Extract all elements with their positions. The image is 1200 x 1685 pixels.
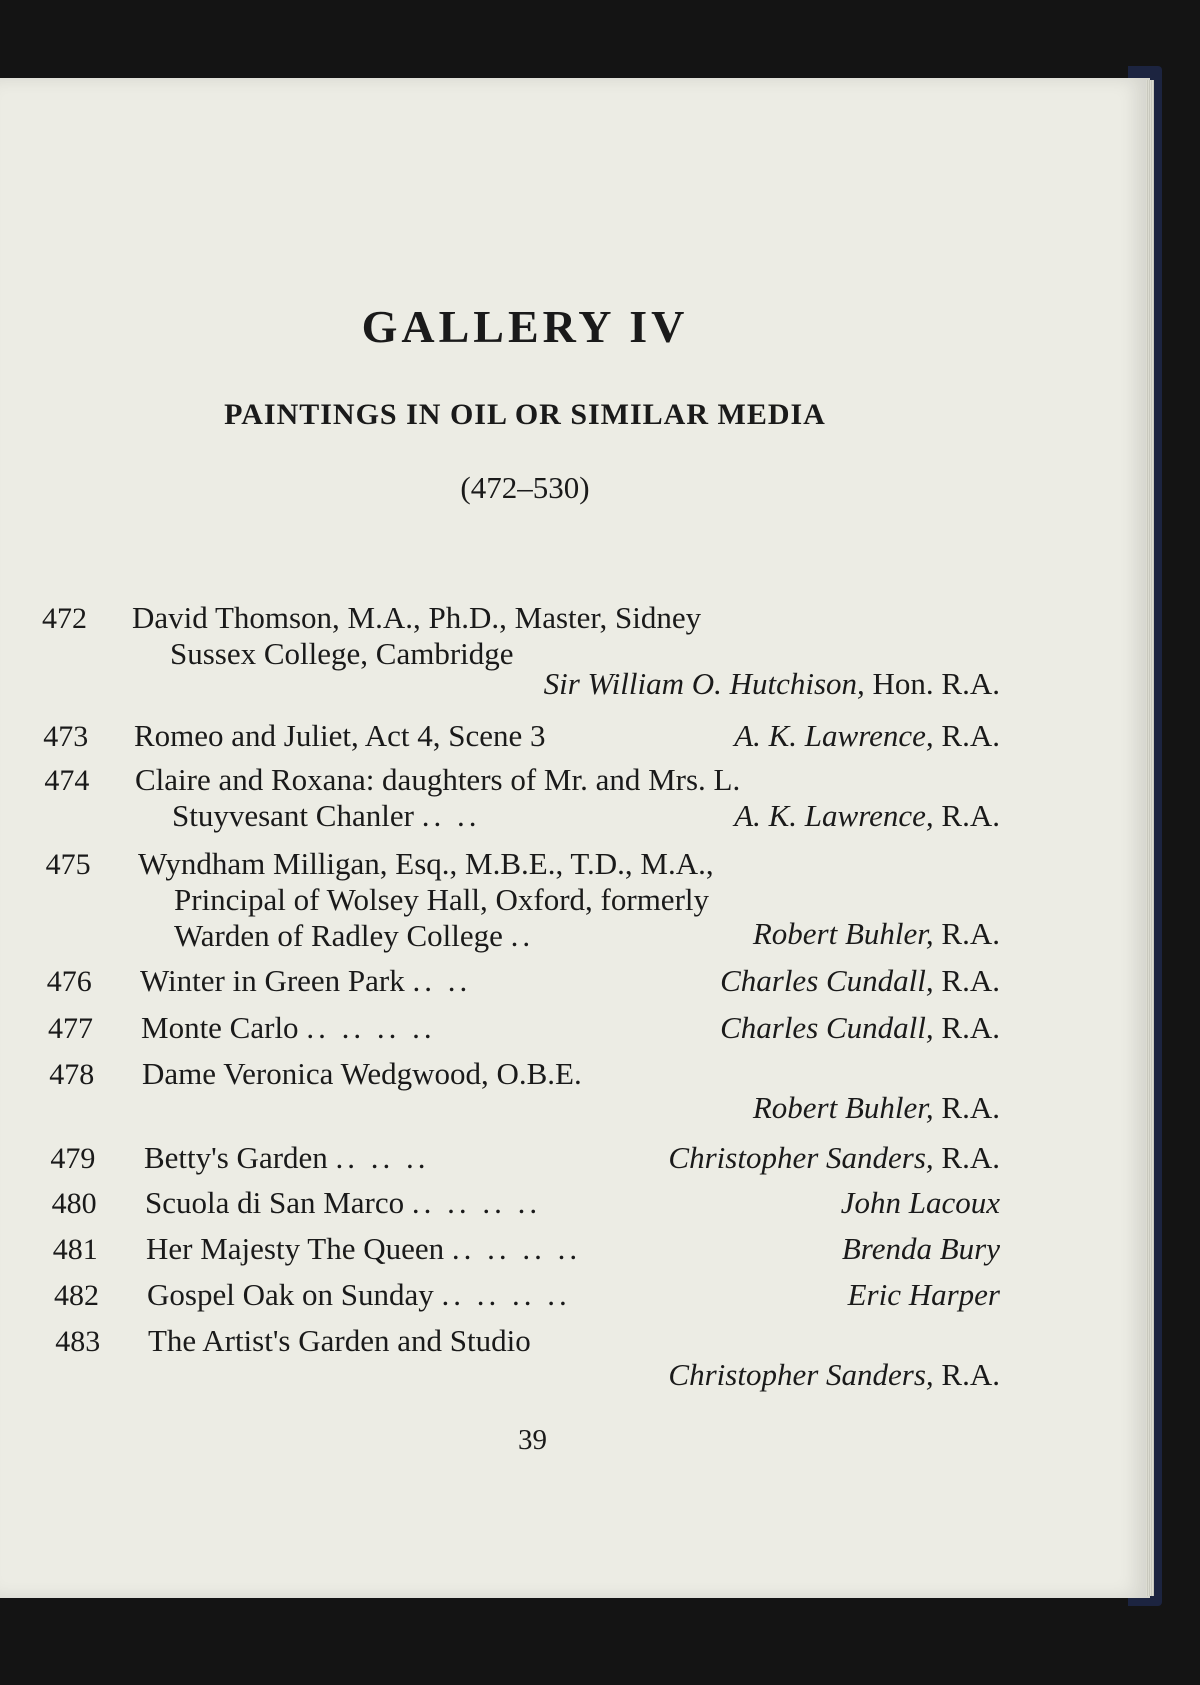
entry-title-line: Wyndham Milligan, Esq., M.B.E., T.D., M.A., xyxy=(138,846,714,881)
artist-honours: R.A. xyxy=(933,1357,1000,1392)
entry-artist xyxy=(734,798,1000,834)
entry-number: 480 xyxy=(51,1187,97,1220)
artist-name: Sir William O. Hutchison, xyxy=(543,666,865,701)
entry-title-line: The Artist's Garden and Studio xyxy=(148,1323,531,1358)
entry-title-line: Stuyvesant Chanler .. .. xyxy=(172,798,481,833)
artist-honours: R.A. xyxy=(933,798,1000,833)
entry-title-line: Gospel Oak on Sunday .. .. .. .. xyxy=(147,1277,571,1312)
artist-honours: R.A. xyxy=(933,1010,1000,1045)
artist-name: Charles Cundall, xyxy=(720,1010,934,1045)
entry-title-line: Her Majesty The Queen .. .. .. .. xyxy=(146,1231,582,1266)
artist-name: John Lacoux xyxy=(840,1185,1000,1220)
entry-title-line: Sussex College, Cambridge xyxy=(170,636,514,671)
entry-number: 476 xyxy=(46,965,92,998)
artist-name: Robert Buhler, xyxy=(752,1090,934,1125)
entry-title-line: Claire and Roxana: daughters of Mr. and Mrs. L. xyxy=(135,762,741,797)
entry-artist xyxy=(544,666,1000,702)
artist-name: Robert Buhler, xyxy=(752,916,934,951)
leader-dots: .. .. .. xyxy=(335,1140,430,1175)
leader-dots: .. .. xyxy=(412,963,472,998)
leader-dots: .. xyxy=(510,918,535,953)
entry-number: 477 xyxy=(48,1012,93,1045)
leader-dots: .. .. .. .. xyxy=(411,1185,542,1220)
entry-number: 474 xyxy=(44,764,90,797)
artist-name: Charles Cundall, xyxy=(720,963,934,998)
artist-name: A. K. Lawrence, xyxy=(734,798,934,833)
entry-number: 481 xyxy=(52,1233,98,1266)
entry-title-line: David Thomson, M.A., Ph.D., Master, Sidney xyxy=(132,600,702,635)
artist-honours: R.A. xyxy=(933,718,1000,753)
entry-number: 478 xyxy=(49,1058,95,1091)
entry-number: 475 xyxy=(45,848,91,881)
entry-title-line: Romeo and Juliet, Act 4, Scene 3 xyxy=(134,718,546,753)
gallery-subtitle: PAINTINGS IN OIL OR SIMILAR MEDIA xyxy=(224,398,826,431)
entry-title-line: Warden of Radley College .. xyxy=(174,918,535,953)
entry-artist xyxy=(720,963,1000,999)
leader-dots: .. .. xyxy=(421,798,481,833)
entry-number: 483 xyxy=(55,1325,101,1358)
entry-number: 473 xyxy=(43,720,89,753)
entry-artist xyxy=(668,1357,1000,1393)
artist-honours: R.A. xyxy=(933,1140,1000,1175)
artist-name: Christopher Sanders, xyxy=(668,1357,934,1392)
entry-number: 482 xyxy=(54,1279,99,1312)
artist-honours: R.A. xyxy=(933,963,1000,998)
leader-dots: .. .. .. .. xyxy=(451,1231,582,1266)
entry-artist xyxy=(848,1277,1000,1313)
entry-number: 479 xyxy=(50,1142,96,1175)
catalogue-range: (472–530) xyxy=(460,470,590,505)
entry-title-line: Principal of Wolsey Hall, Oxford, formerly xyxy=(174,882,710,917)
entry-artist xyxy=(668,1140,1000,1176)
entry-title-line: Monte Carlo .. .. .. .. xyxy=(141,1010,436,1045)
artist-honours: R.A. xyxy=(933,1090,1000,1125)
artist-honours: R.A. xyxy=(933,916,1000,951)
leader-dots: .. .. .. .. xyxy=(306,1010,436,1045)
artist-honours: Hon. R.A. xyxy=(864,666,1000,701)
entry-number: 472 xyxy=(42,602,87,635)
entry-artist xyxy=(753,916,1000,952)
entry-title-line: Winter in Green Park .. .. xyxy=(140,963,472,998)
artist-name: Christopher Sanders, xyxy=(668,1140,934,1175)
page-number: 39 xyxy=(518,1424,547,1456)
leader-dots: .. .. .. .. xyxy=(441,1277,571,1312)
entry-artist xyxy=(841,1185,1000,1221)
artist-name: Eric Harper xyxy=(847,1277,1000,1312)
entry-artist xyxy=(720,1010,1000,1046)
artist-name: Brenda Bury xyxy=(841,1231,1000,1266)
gallery-title: GALLERY IV xyxy=(361,301,689,352)
artist-name: A. K. Lawrence, xyxy=(734,718,934,753)
entry-artist xyxy=(842,1231,1000,1267)
entry-title-line: Scuola di San Marco .. .. .. .. xyxy=(145,1185,542,1220)
entry-artist xyxy=(734,718,1000,754)
entry-title-line: Dame Veronica Wedgwood, O.B.E. xyxy=(142,1056,582,1091)
entry-title-line: Betty's Garden .. .. .. xyxy=(144,1140,430,1175)
entry-artist xyxy=(753,1090,1000,1126)
